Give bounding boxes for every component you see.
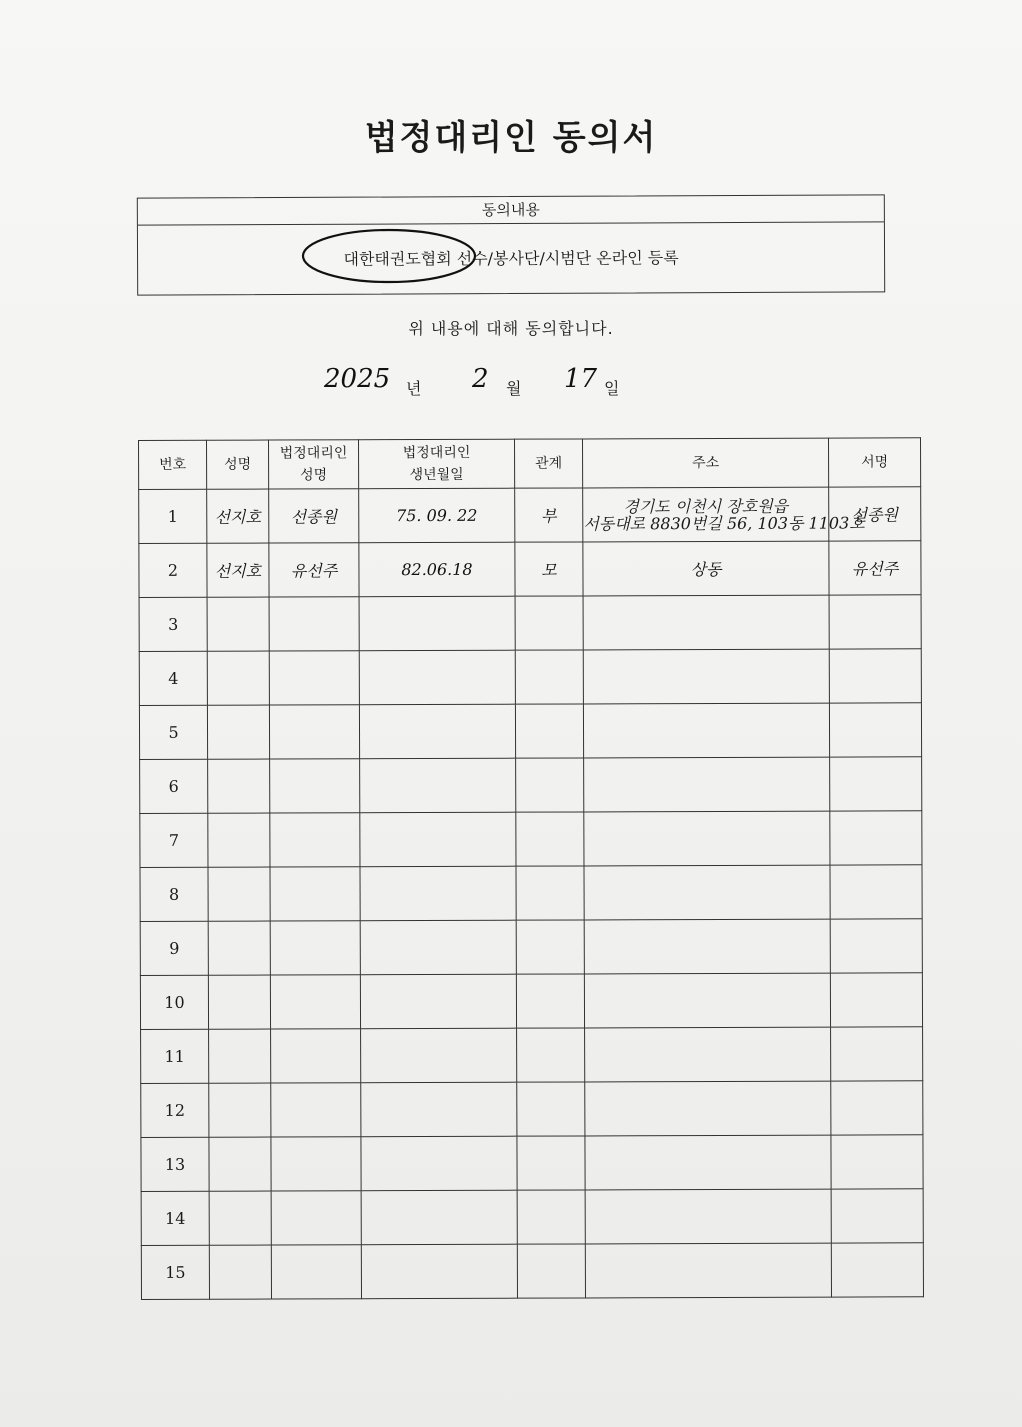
row-relation: 부 [515,488,583,542]
table-row [140,811,922,868]
row-guardian-birth [359,650,515,705]
row-signature [831,1081,923,1135]
row-signature [831,1243,923,1297]
row-address: 상동 [583,541,829,596]
row-name [207,651,269,705]
row-relation [517,1028,585,1082]
table-header-row [139,438,921,490]
date-year-label: 년 [406,379,422,398]
row-name [208,921,270,975]
row-guardian-name [269,705,359,759]
row-address [584,757,830,812]
table-row [141,1189,923,1246]
row-guardian-name [271,1029,361,1083]
table-row [140,865,922,922]
row-signature [829,703,921,757]
row-name [208,867,270,921]
row-name [209,1191,271,1245]
row-relation: 모 [515,542,583,596]
row-guardian-name: 선종원 [269,489,359,543]
row-guardian-birth: 75. 09. 22 [359,488,515,543]
row-name [209,1083,271,1137]
row-guardian-name [270,759,360,813]
header-name: 성명 [207,440,269,489]
table-row [141,1243,923,1300]
row-address [585,1189,831,1244]
row-number: 15 [141,1245,209,1299]
table-row [141,1135,923,1192]
row-guardian-name [271,1083,361,1137]
header-relation: 관계 [514,439,582,488]
row-name [208,813,270,867]
row-address [583,649,829,704]
table-row [140,919,922,976]
row-name: 선지호 [207,489,269,543]
row-name [207,705,269,759]
row-number: 4 [139,651,207,705]
row-address [583,703,829,758]
row-address [585,1243,831,1298]
row-guardian-name [269,597,359,651]
row-signature [830,973,922,1027]
row-guardian-name [270,921,360,975]
row-relation [516,812,584,866]
row-guardian-birth [361,1136,517,1191]
row-signature [830,757,922,811]
row-signature: 유선주 [829,541,921,595]
table-row [139,649,921,706]
consent-header: 동의내용 [138,195,884,225]
row-guardian-name [271,1137,361,1191]
row-number: 14 [141,1191,209,1245]
row-name [209,1137,271,1191]
row-name [208,975,270,1029]
row-guardian-name [269,651,359,705]
row-guardian-birth: 82.06.18 [359,542,515,597]
row-relation [516,920,584,974]
row-guardian-name [271,1191,361,1245]
table-row [139,541,921,598]
row-relation [515,704,583,758]
row-signature [830,811,922,865]
date-year: 2025 [324,364,391,394]
row-guardian-birth [361,1244,517,1299]
row-signature [831,1135,923,1189]
consent-box [137,194,885,295]
row-number: 7 [140,813,208,867]
row-relation [517,1082,585,1136]
row-name [209,1245,271,1299]
date-day: 17 [564,364,598,394]
row-name: 선지호 [207,543,269,597]
row-number: 3 [139,597,207,651]
row-number: 8 [140,867,208,921]
row-number: 2 [139,543,207,597]
table-row [140,973,922,1030]
consent-text: 대한태권도협회 선수/봉사단/시범단 온라인 등록 [343,248,679,269]
row-relation [516,974,584,1028]
header-signature: 서명 [828,438,920,487]
row-address: 경기도 이천시 장호원읍 서동대로 8830번길 56, 103동 1103호 [583,487,829,542]
row-relation [517,1190,585,1244]
row-guardian-birth [359,596,515,651]
row-signature [829,649,921,703]
agree-statement: 위 내용에 대해 동의합니다. [408,319,614,338]
row-guardian-name [270,867,360,921]
row-guardian-name [270,813,360,867]
row-guardian-birth [360,758,516,813]
row-number: 11 [141,1029,209,1083]
date-day-label: 일 [604,379,620,398]
row-guardian-name: 유선주 [269,543,359,597]
row-guardian-birth [361,1028,517,1083]
row-signature [831,1189,923,1243]
header-address: 주소 [582,438,828,488]
row-address [585,1081,831,1136]
row-relation [516,758,584,812]
table-row [139,703,921,760]
row-signature [831,1027,923,1081]
row-address [583,595,829,650]
row-guardian-birth [360,974,516,1029]
document-title: 법정대리인 동의서 [364,118,658,158]
row-number: 12 [141,1083,209,1137]
row-address [585,1135,831,1190]
row-guardian-birth [361,1082,517,1137]
table-body [139,487,924,1300]
guardian-table [138,437,924,1300]
row-relation [517,1136,585,1190]
row-guardian-birth [360,866,516,921]
row-guardian-birth [361,1190,517,1245]
row-address [585,1027,831,1082]
header-no: 번호 [139,440,207,489]
row-name [209,1029,271,1083]
row-guardian-birth [360,812,516,867]
date-month: 2 [472,364,489,394]
row-relation [515,650,583,704]
row-address [584,973,830,1028]
header-guardian-name: 법정대리인 성명 [269,440,359,489]
table-row [139,487,921,544]
row-address [584,919,830,974]
row-address [584,865,830,920]
header-guardian-birth: 법정대리인 생년월일 [359,439,515,489]
row-relation [516,866,584,920]
row-signature [829,595,921,649]
table-row [139,595,921,652]
row-number: 10 [140,975,208,1029]
row-guardian-name [270,975,360,1029]
row-number: 13 [141,1137,209,1191]
date-month-label: 월 [506,379,522,398]
row-name [207,597,269,651]
row-address [584,811,830,866]
row-signature [830,865,922,919]
table-row [141,1081,923,1138]
row-number: 6 [140,759,208,813]
row-number: 5 [139,705,207,759]
row-guardian-name [271,1245,361,1299]
table-row [140,757,922,814]
row-number: 9 [140,921,208,975]
row-signature [830,919,922,973]
table-row [141,1027,923,1084]
row-relation [517,1244,585,1298]
row-relation [515,596,583,650]
row-name [208,759,270,813]
row-guardian-birth [359,704,515,759]
row-number: 1 [139,489,207,543]
row-guardian-birth [360,920,516,975]
date-row [320,364,640,404]
row-signature: 선종원 [829,487,921,541]
